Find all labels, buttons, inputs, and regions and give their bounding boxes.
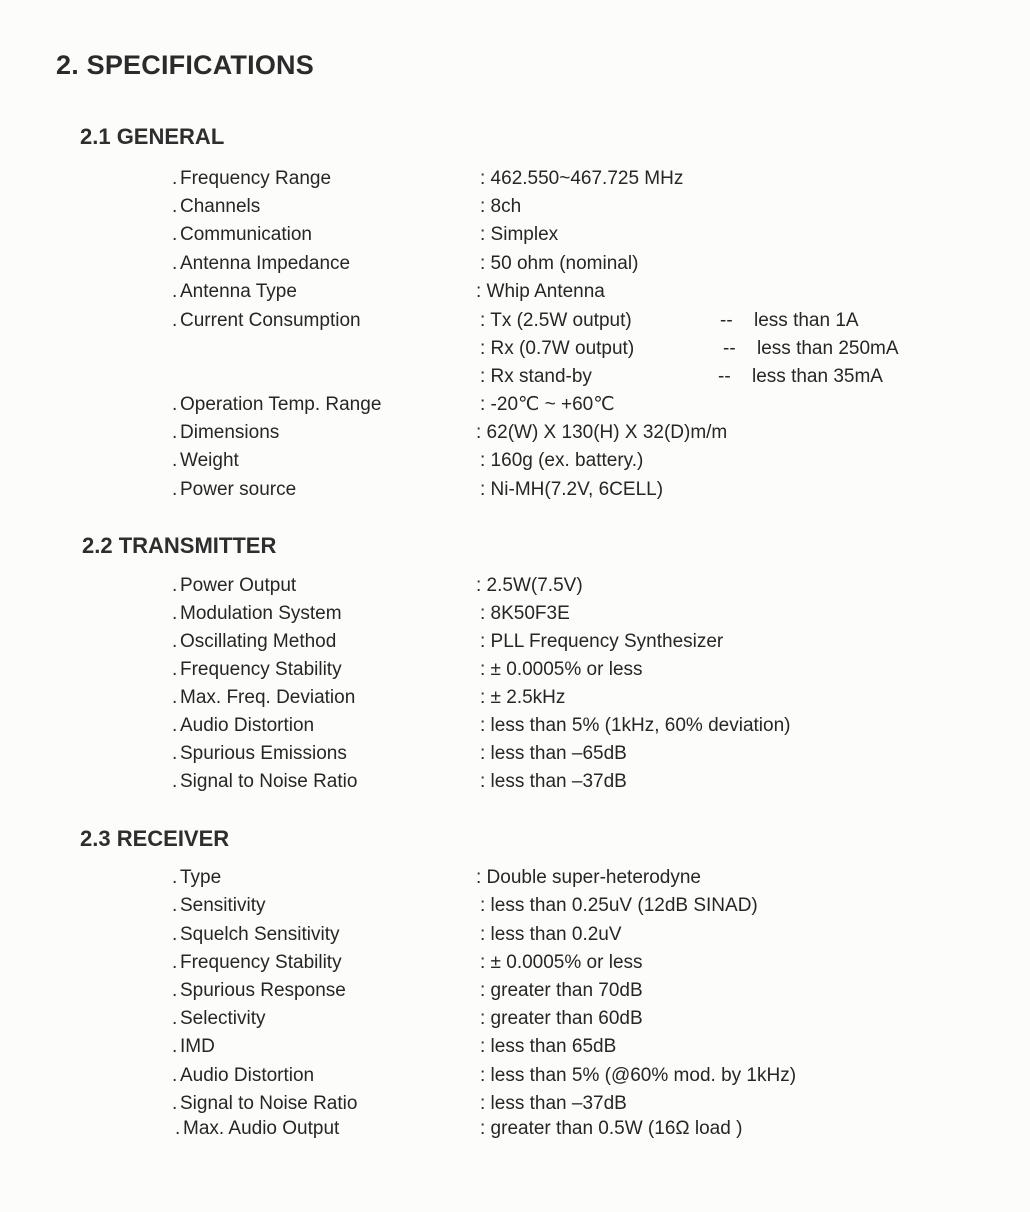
spec-value: : 160g (ex. battery.) [480,450,644,471]
spec-label: . Antenna Type [172,281,297,302]
spec-row [0,166,1030,192]
spec-separator: -- [718,366,731,387]
spec-value: : PLL Frequency Synthesizer [480,631,724,652]
spec-row [0,950,1030,976]
spec-label: . Type [172,867,222,888]
spec-label: . Max. Audio Output [175,1118,340,1139]
spec-value: : less than 5% (@60% mod. by 1kHz) [480,1065,797,1086]
spec-value: : greater than 60dB [480,1008,643,1029]
spec-label: . Operation Temp. Range [172,394,382,415]
spec-label: . Communication [172,224,312,245]
spec-value: : ± 0.0005% or less [480,952,643,973]
spec-value: : ± 0.0005% or less [480,659,643,680]
spec-label: . Weight [172,450,239,471]
spec-row [0,713,1030,739]
spec-label: . Signal to Noise Ratio [172,771,358,792]
spec-row [0,222,1030,248]
spec-label: . Spurious Response [172,980,346,1001]
spec-label: . Frequency Range [172,168,332,189]
spec-label: . Audio Distortion [172,715,315,736]
spec-label: . Audio Distortion [172,1065,315,1086]
spec-row [0,1063,1030,1089]
spec-label: . Squelch Sensitivity [172,924,340,945]
spec-label: . Spurious Emissions [172,743,347,764]
spec-label: . Dimensions [172,422,280,443]
spec-row [0,194,1030,220]
spec-label: . Current Consumption [172,310,361,331]
spec-row [0,336,1030,362]
spec-value: : less than –37dB [480,1093,627,1114]
spec-row [0,865,1030,891]
spec-value: : less than 65dB [480,1036,617,1057]
spec-label: . Frequency Stability [172,952,342,973]
spec-value: : Tx (2.5W output) [480,310,632,331]
spec-value: : less than 0.2uV [480,924,622,945]
spec-row [0,448,1030,474]
spec-label: . Modulation System [172,603,342,624]
spec-label: . Channels [172,196,261,217]
spec-value: : less than –37dB [480,771,627,792]
spec-row [0,601,1030,627]
spec-note: less than 250mA [757,338,899,359]
page-title: 2. SPECIFICATIONS [56,50,314,80]
section-heading-general: 2.1 GENERAL [80,124,225,149]
spec-row [0,657,1030,683]
spec-label: . Sensitivity [172,895,266,916]
spec-value: : greater than 0.5W (16Ω load ) [480,1118,743,1139]
spec-value: : less than 0.25uV (12dB SINAD) [480,895,758,916]
spec-row [0,251,1030,277]
spec-separator: -- [720,310,733,331]
spec-row [0,629,1030,655]
spec-row [0,279,1030,305]
section-heading-receiver: 2.3 RECEIVER [80,826,230,851]
spec-row [0,1034,1030,1060]
spec-note: less than 1A [754,310,859,331]
spec-label: . Oscillating Method [172,631,337,652]
spec-label: . Signal to Noise Ratio [172,1093,358,1114]
spec-label: . Selectivity [172,1008,266,1029]
spec-row [0,420,1030,446]
spec-row [0,893,1030,919]
spec-label: . Power Output [172,575,297,596]
spec-value: : Whip Antenna [476,281,605,302]
spec-value: : Double super-heterodyne [476,867,701,888]
spec-row [0,1006,1030,1032]
spec-row [0,769,1030,795]
spec-value: : 462.550~467.725 MHz [480,168,684,189]
spec-row [0,741,1030,767]
spec-row [0,477,1030,503]
spec-label: . Max. Freq. Deviation [172,687,356,708]
spec-value: : Rx stand-by [480,366,592,387]
spec-value: : less than –65dB [480,743,627,764]
spec-value: : less than 5% (1kHz, 60% deviation) [480,715,791,736]
spec-row [0,685,1030,711]
spec-value: : Rx (0.7W output) [480,338,635,359]
spec-value: : 62(W) X 130(H) X 32(D)m/m [476,422,728,443]
spec-value: : Simplex [480,224,559,245]
spec-row [0,922,1030,948]
spec-label: . IMD [172,1036,215,1057]
spec-value: : 50 ohm (nominal) [480,253,639,274]
spec-row [0,1116,1030,1142]
spec-value: : 8K50F3E [480,603,570,624]
section-heading-transmitter: 2.2 TRANSMITTER [82,533,277,558]
spec-value: : Ni-MH(7.2V, 6CELL) [480,479,664,500]
spec-value: : 8ch [480,196,522,217]
spec-label: . Frequency Stability [172,659,342,680]
spec-row [0,364,1030,390]
spec-note: less than 35mA [752,366,883,387]
spec-value: : greater than 70dB [480,980,643,1001]
spec-row [0,392,1030,418]
spec-row [0,978,1030,1004]
spec-label: . Power source [172,479,297,500]
spec-value: : 2.5W(7.5V) [476,575,583,596]
spec-row [0,1091,1030,1117]
spec-row [0,308,1030,334]
spec-separator: -- [723,338,736,359]
spec-value: : -20℃ ~ +60℃ [480,394,615,415]
spec-value: : ± 2.5kHz [480,687,566,708]
spec-label: . Antenna Impedance [172,253,351,274]
spec-row [0,573,1030,599]
